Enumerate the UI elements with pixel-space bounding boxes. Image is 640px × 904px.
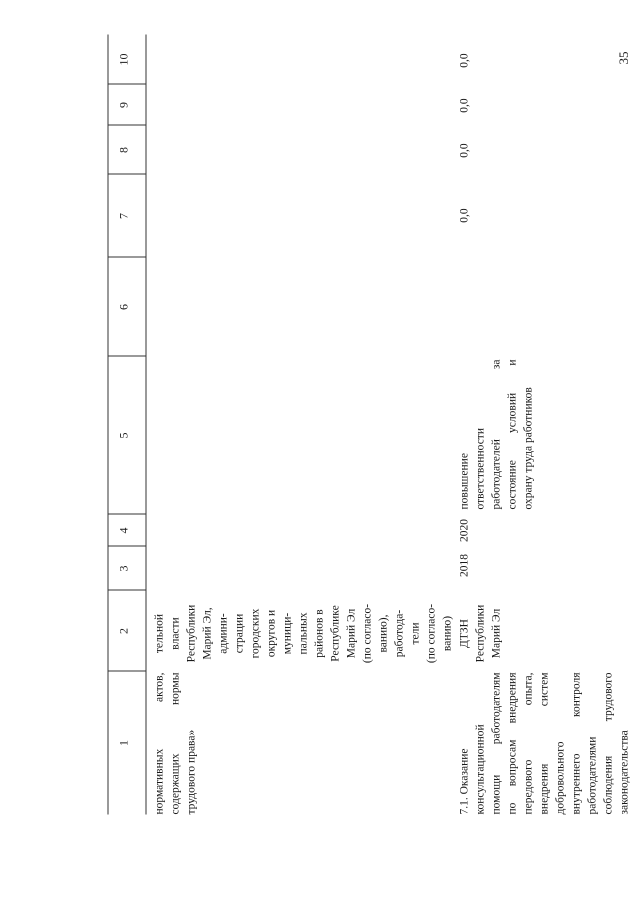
text-line: добровольного	[554, 741, 567, 814]
text-line: внедрения систем	[538, 672, 551, 814]
row-7-1-col9-value: 0,0	[458, 97, 471, 113]
text-line: тельной	[153, 613, 166, 653]
text-line: (по согласо-	[425, 603, 438, 663]
header-col-2: 2	[116, 627, 131, 634]
text-line: соблюдения трудового	[602, 672, 615, 814]
header-col-5: 5	[116, 432, 131, 438]
text-line: Республике	[329, 604, 342, 662]
header-col-8: 8	[116, 146, 131, 153]
page-number: 35	[616, 51, 631, 65]
text-line: пальных	[297, 612, 310, 654]
text-line: ответственности	[474, 427, 487, 509]
text-line: тели	[409, 621, 422, 645]
text-line: передового опыта,	[522, 672, 535, 814]
row-7-1-col2	[457, 600, 505, 666]
text-line: Марий Эл	[345, 608, 358, 658]
row-7-1-col5	[457, 359, 537, 509]
continued-row-col2	[152, 600, 456, 666]
continued-row-col1	[152, 672, 200, 814]
text-line: админи-	[217, 612, 230, 654]
row-7-1-col10-value: 0,0	[458, 52, 471, 68]
text-line: Марий Эл,	[201, 606, 214, 660]
text-line: повышение	[458, 452, 471, 509]
text-line: Республики	[474, 604, 487, 662]
header-bottom-rule	[146, 34, 147, 814]
text-line: (по согласо-	[361, 603, 374, 663]
text-line: ванию)	[441, 615, 454, 651]
text-line: Марий Эл	[490, 608, 503, 658]
text-line: помощи работодателям	[490, 672, 503, 814]
text-line: законодательства	[618, 729, 631, 814]
header-col-1: 1	[116, 739, 131, 746]
text-line: содержащих нормы	[169, 672, 182, 814]
text-line: работодателей за	[490, 359, 503, 509]
text-line: трудового права»	[185, 729, 198, 814]
header-col-3: 3	[116, 565, 131, 571]
header-col-7: 7	[116, 212, 131, 219]
text-line: районов в	[313, 608, 326, 658]
header-col-10: 10	[116, 53, 131, 65]
row-7-1-start-year: 2018	[458, 553, 471, 577]
text-line: ДТЗН	[458, 618, 471, 648]
row-7-1-col7-value: 0,0	[458, 207, 471, 223]
header-col-4: 4	[116, 527, 131, 533]
text-line: состояние условий и	[506, 359, 519, 509]
text-line: 7.1. Оказание	[458, 747, 471, 814]
header-col-6: 6	[116, 303, 131, 310]
text-line: работода-	[393, 609, 406, 657]
text-line: консультационной	[474, 723, 487, 814]
text-line: нормативных актов,	[153, 672, 166, 814]
row-7-1-end-year: 2020	[458, 518, 471, 542]
text-line: ванию),	[377, 614, 390, 652]
row-7-1-col8-value: 0,0	[458, 142, 471, 158]
text-line: по вопросам внедрения	[506, 672, 519, 814]
text-line: власти	[169, 616, 182, 650]
text-line: внутреннего контроля	[570, 672, 583, 814]
text-line: округов и	[265, 609, 278, 657]
text-line: Республики	[185, 604, 198, 662]
header-top-rule	[108, 34, 109, 814]
text-line: работодателями	[586, 736, 599, 814]
text-line: городских	[249, 608, 262, 658]
text-line: страции	[233, 613, 246, 653]
text-line: охрану труда работников	[522, 386, 535, 509]
header-col-9: 9	[116, 101, 131, 108]
row-7-1-col1	[457, 672, 633, 814]
text-line: муници-	[281, 612, 294, 654]
